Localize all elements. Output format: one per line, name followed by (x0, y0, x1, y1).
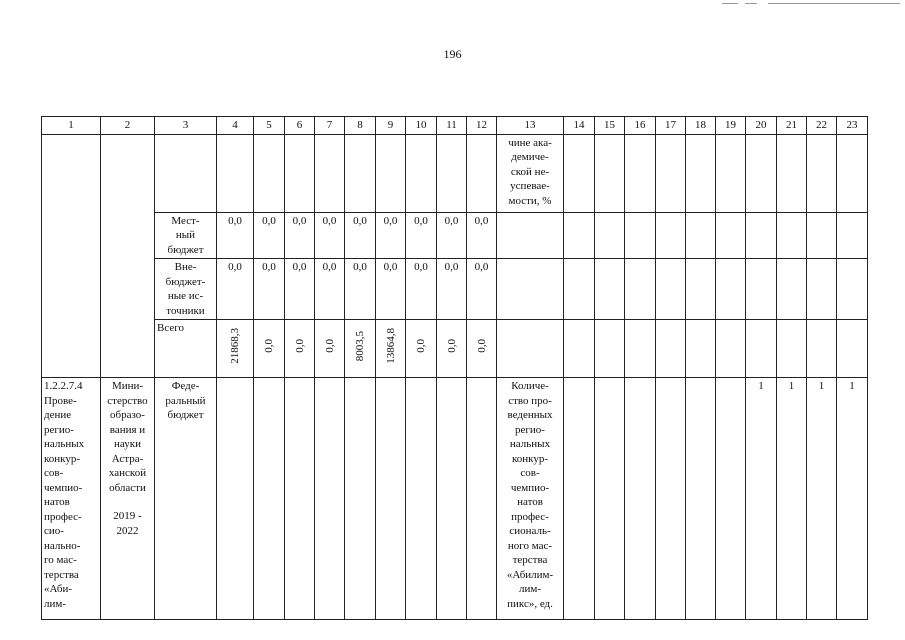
column-number: 1 (42, 117, 101, 135)
value-cell (467, 320, 497, 378)
value-cell: 0,0 (376, 259, 406, 320)
column-number: 5 (254, 117, 285, 135)
value-cell (217, 320, 254, 378)
activity-period: 2019 - 2022 (113, 510, 142, 537)
indicator-continuation: чине ака- демиче- ской не- успевае- мости, % (497, 134, 564, 212)
value-cell: 0,0 (467, 212, 497, 259)
funding-source: Феде- ральный бюджет (155, 378, 217, 620)
value-cell (254, 320, 285, 378)
value-cell: 0,0 (217, 259, 254, 320)
value-cell: 0,0 (437, 212, 467, 259)
activity-executor-cell (101, 378, 155, 620)
table-row (42, 134, 868, 212)
funding-source: Вне- бюджет- ные ис- точники (155, 259, 217, 320)
activity-indicator: Количе- ство про- веденных регио- нальных конкур- сов- чемпио- натов профес- сиональ- ного мас- терства «Абилим- лим- пикс», ед. (497, 378, 564, 620)
funding-source: Мест- ный бюджет (155, 212, 217, 259)
column-number: 8 (345, 117, 376, 135)
column-number: 11 (437, 117, 467, 135)
total-value: 21868,3 (229, 328, 241, 365)
activity-executor: Мини- стерство образо- вания и науки Астра- ханской области (107, 380, 148, 494)
value-cell (315, 320, 345, 378)
empty-cell (42, 134, 101, 378)
page-number: 196 (443, 47, 462, 61)
total-value: 0,0 (415, 339, 427, 354)
value-cell: 0,0 (345, 259, 376, 320)
table-row (42, 320, 868, 378)
total-label: Всего (155, 320, 217, 378)
scan-artifact-line (768, 3, 900, 4)
total-value: 0,0 (475, 339, 488, 354)
total-value: 0,0 (323, 339, 336, 354)
column-number: 19 (716, 117, 746, 135)
value-cell: 0,0 (437, 259, 467, 320)
value-cell: 0,0 (406, 212, 437, 259)
column-number: 15 (595, 117, 625, 135)
value-cell (437, 320, 467, 378)
column-number: 20 (746, 117, 777, 135)
column-number: 6 (285, 117, 315, 135)
column-number: 4 (217, 117, 254, 135)
scan-artifact-line (722, 3, 738, 4)
value-cell: 0,0 (217, 212, 254, 259)
value-cell: 0,0 (345, 212, 376, 259)
target-value: 1 (777, 378, 807, 620)
value-cell (406, 320, 437, 378)
column-number: 18 (686, 117, 716, 135)
activity-name: 1.2.2.7.4 Прове- дение регио- нальных конкур- сов- чемпио- натов профес- сио- нально- го мас- терства «Аби- лим- (42, 378, 101, 620)
value-cell: 0,0 (315, 259, 345, 320)
value-cell: 0,0 (406, 259, 437, 320)
column-number: 22 (807, 117, 837, 135)
total-value: 0,0 (263, 339, 275, 354)
column-number: 21 (777, 117, 807, 135)
value-cell: 0,0 (285, 259, 315, 320)
value-cell (285, 320, 315, 378)
total-value: 8003,5 (354, 331, 366, 362)
value-cell: 0,0 (467, 259, 497, 320)
column-number: 16 (625, 117, 656, 135)
total-value: 0,0 (445, 339, 458, 354)
column-number-row (42, 117, 868, 135)
table-row (42, 378, 868, 620)
empty-cell (101, 134, 155, 378)
column-number: 14 (564, 117, 595, 135)
value-cell: 0,0 (254, 212, 285, 259)
target-value: 1 (837, 378, 868, 620)
target-value: 1 (807, 378, 837, 620)
value-cell (345, 320, 376, 378)
target-value: 1 (746, 378, 777, 620)
value-cell: 0,0 (376, 212, 406, 259)
scan-artifact-line (745, 3, 757, 4)
table-row (42, 259, 868, 320)
program-activities-table (41, 116, 868, 620)
table-row (42, 212, 868, 259)
value-cell: 0,0 (315, 212, 345, 259)
column-number: 17 (656, 117, 686, 135)
empty-cell (155, 134, 217, 212)
column-number: 9 (376, 117, 406, 135)
value-cell: 0,0 (285, 212, 315, 259)
column-number: 2 (101, 117, 155, 135)
column-number: 12 (467, 117, 497, 135)
total-value: 0,0 (293, 339, 306, 354)
value-cell: 0,0 (254, 259, 285, 320)
total-value: 13864,8 (384, 328, 397, 365)
column-number: 10 (406, 117, 437, 135)
column-number: 23 (837, 117, 868, 135)
column-number: 7 (315, 117, 345, 135)
value-cell (376, 320, 406, 378)
column-number: 13 (497, 117, 564, 135)
column-number: 3 (155, 117, 217, 135)
